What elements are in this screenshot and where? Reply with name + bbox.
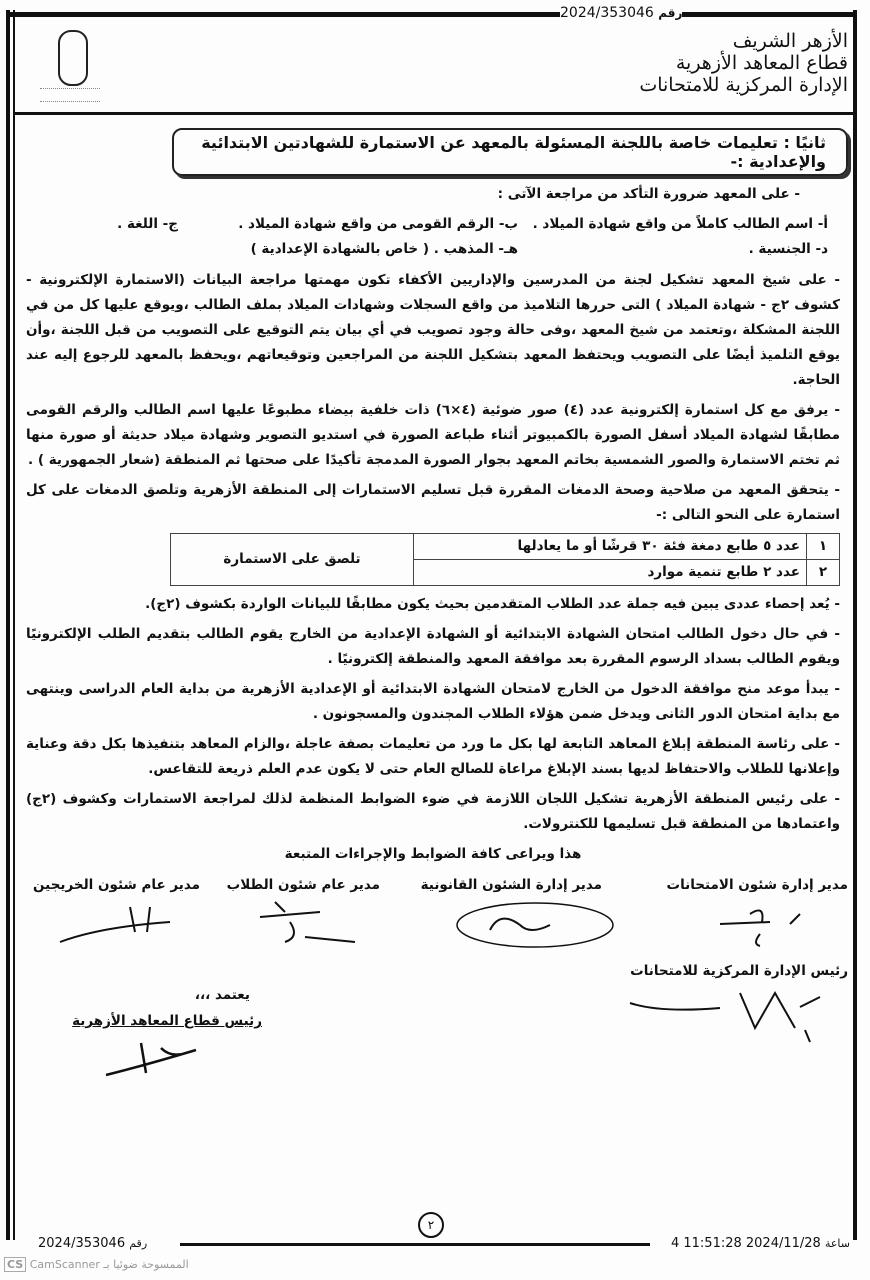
- committee-paragraph: - على شيخ المعهد تشكيل لجنة من المدرسين والإداريين الأكفاء تكون مهمتها مراجعة البيانات (الاستمارة الإلكترونية - كشوف ٢ج - شهادة الميلاد ) التى حررها التلاميذ من واقع السجلات وشهادات الميلاد بملف الطالب ،ويوقع عليها كل من في اللجنة المشكلة ،وتعتمد من شيخ المعهد ،وفى حالة وجود تصويب في أي بيان يتم التوقيع على التصويب من قبل اللجنة ،وأن يوقع التلميذ أيضًا على التصويب ويحتفظ المعهد بتشكيل اللجنة من المراجعين وتوقيعاتهم ،ويحفظ بالمعهد للرجوع إليه عند الحاجة.: [26, 272, 841, 388]
- document-body: [26, 182, 848, 1088]
- external-students-paragraph: - في حال دخول الطالب امتحان الشهادة الابتدائية أو الشهادة الإعدادية من الخارج يقوم الطالب بتقديم الطلب الإلكترونيًا ويقوم الطالب بسداد الرسوم المقررة بعد موافقة المعهد والمنطقة إلكترونيًا .: [26, 626, 840, 667]
- signature-legal: [450, 897, 630, 952]
- row-text: عدد ٢ طابع تنمية موارد: [414, 560, 807, 586]
- stamps-table: [170, 533, 840, 586]
- azhar-emblem-icon: [58, 30, 88, 86]
- review-item-b: ب- الرقم القومى من واقع شهادة الميلاد .: [238, 216, 518, 232]
- review-list: [26, 212, 828, 262]
- header-divider: [14, 112, 857, 115]
- footer-timestamp: 4 11:51:28 2024/11/28 ساعة: [670, 1236, 850, 1251]
- closing-line: هذا ويراعى كافة الضوابط والإجراءات المتبعة: [284, 846, 582, 862]
- left-border-inner: [13, 10, 15, 1240]
- organization-header: الأزهر الشريف قطاع المعاهد الأزهرية الإدارة المركزية للامتحانات: [639, 30, 848, 96]
- reference-number: 2024/353046 رقم: [560, 5, 683, 21]
- signature-sector-head: [101, 1035, 211, 1083]
- stamps-paragraph: - يتحقق المعهد من صلاحية وصحة الدمغات المقررة قبل تسليم الاستمارات إلى المنطقة الأزهرية وتلصق الدمغات على كل استمارة على النحو التالى :-: [26, 482, 840, 523]
- statistics-paragraph: - يُعد إحصاء عددى يبين فيه جملة عدد الطلاب المتقدمين بحيث يكون مطابقًا للبيانات الواردة بكشوف (٢ج).: [145, 596, 840, 612]
- region-notice-paragraph: - على رئاسة المنطقة إبلاغ المعاهد التابعة لها بكل ما ورد من تعليمات بصفة عاجلة ،والزام المعاهد بتنفيذها بكل دقة وعناية وإعلانها للطلاب والاحتفاظ لديها بسند الإبلاغ مراعاة للصالح العام حتى لا يكون عدم العلم ذريعة للتقاعس.: [26, 736, 840, 777]
- review-item-a: أ- اسم الطالب كاملاً من واقع شهادة الميلاد .: [532, 216, 828, 232]
- top-border: [6, 12, 857, 17]
- approve-label: يعتمد ،،،: [194, 987, 250, 1003]
- signature-students: [250, 897, 370, 952]
- camscanner-watermark: CS CamScanner الممسوحة ضوئيا بـ: [4, 1258, 189, 1271]
- signature-label-graduates: مدير عام شئون الخريجين: [33, 877, 200, 893]
- review-item-d: د- الجنسية .: [748, 241, 828, 257]
- left-border: [6, 10, 10, 1240]
- page-number: ٢: [418, 1212, 444, 1238]
- approval-period-paragraph: - يبدأ موعد منح موافقة الدخول من الخارج لامتحان الشهادة الابتدائية أو الإعدادية الأزهرية من بداية العام الدراسى وينتهى مع بداية امتحان الدور الثانى ويدخل ضمن هؤلاء الطلاب المجندون والمسجونون .: [26, 681, 840, 722]
- signature-label-central: رئيس الإدارة المركزية للامتحانات: [630, 963, 848, 979]
- right-border: [853, 10, 857, 1240]
- signature-label-sector-head: رئيس قطاع المعاهد الأزهرية: [72, 1013, 262, 1029]
- photos-paragraph: - يرفق مع كل استمارة إلكترونية عدد (٤) صور ضوئية (٤×٦) ذات خلفية بيضاء مطبوعًا عليها اسم الطالب والرقم القومى مطابقًا لشهادة الميلاد أسفل الصورة بالكمبيوتر أثناء طباعة الصورة في استديو التصوير وشهادة ميلاد حديثة أو صورة منها ثم تختم الاستمارة والصور الشمسية بخاتم المعهد بجوار الصورة المدمجة تأكيدًا على صحتها ثم المنطقة (شعار الجمهورية ) .: [26, 402, 841, 468]
- signature-area: [26, 873, 848, 1088]
- review-item-e: هـ- المذهب . ( خاص بالشهادة الإعدادية ): [250, 241, 518, 257]
- row-number: ١: [807, 534, 840, 560]
- region-committees-paragraph: - على رئيس المنطقة الأزهرية تشكيل اللجان اللازمة في ضوء الضوابط المنظمة لذلك لمراجعة الاستمارات وكشوف (٢ج) واعتمادها من المنطقة قبل تسليمها للكنترولات.: [26, 791, 840, 832]
- signature-label-students: مدير عام شئون الطلاب: [226, 877, 380, 893]
- section-title: ثانيًا : تعليمات خاصة باللجنة المسئولة بالمعهد عن الاستمارة للشهادتين الابتدائية والإعدادية :-: [172, 128, 848, 176]
- row-number: ٢: [807, 560, 840, 586]
- signature-label-exams: مدير إدارة شئون الامتحانات: [666, 877, 848, 893]
- stamps-note: تلصق على الاستمارة: [171, 534, 414, 586]
- footer-line: [180, 1243, 650, 1246]
- camscanner-logo-icon: CS: [4, 1257, 26, 1272]
- table-row: [171, 534, 840, 560]
- emblem-caption: [40, 88, 100, 102]
- signature-central-admin: [620, 985, 840, 1045]
- row-text: عدد ٥ طابع دمغة فئة ٣٠ قرشًا أو ما يعادلها: [414, 534, 807, 560]
- signature-graduates: [40, 897, 190, 952]
- review-item-c: ج- اللغة .: [117, 216, 178, 232]
- signature-label-legal: مدير إدارة الشئون القانونية: [420, 877, 602, 893]
- review-intro: - على المعهد ضرورة التأكد من مراجعة الآتى :: [497, 186, 800, 202]
- footer-reference: 2024/353046 رقم: [38, 1236, 148, 1251]
- signature-exams: [710, 899, 820, 949]
